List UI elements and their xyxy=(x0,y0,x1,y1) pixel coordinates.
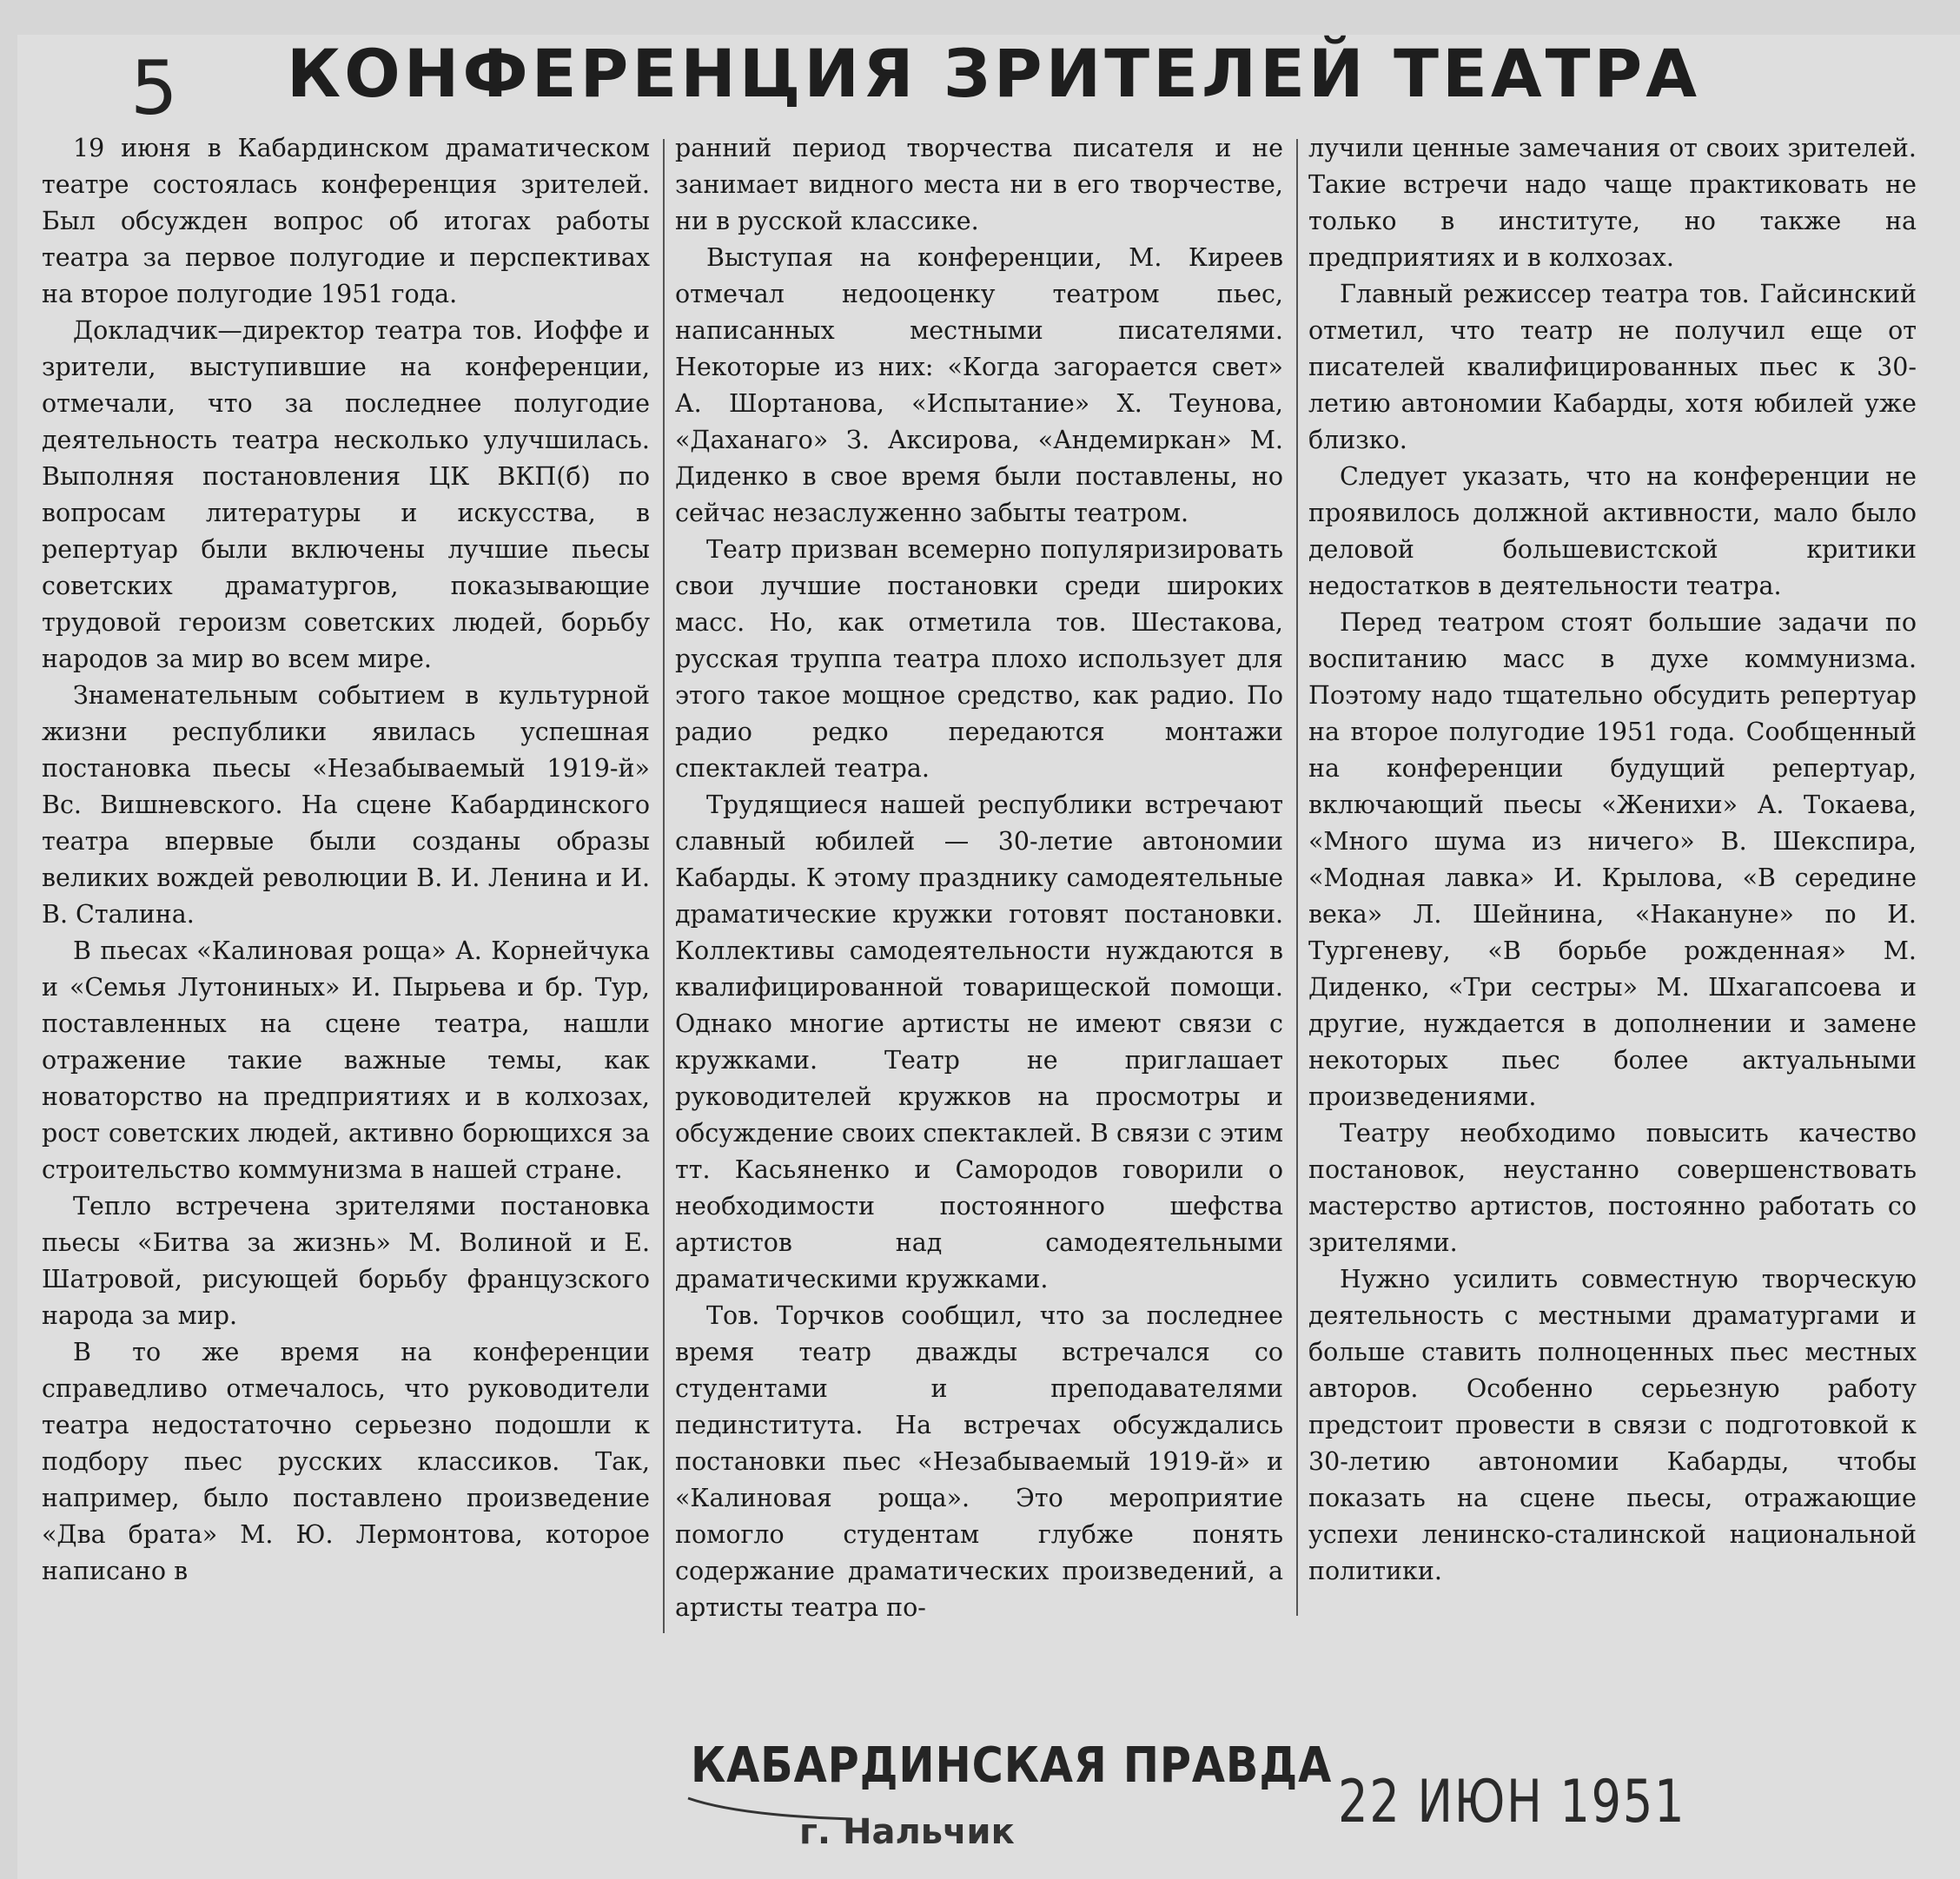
article-paragraph: ранний период творчества писателя и не занимает видного места ни в его творчестве, ни в русской классике. xyxy=(675,134,1283,235)
article-paragraph: Знаменательным событием в культурной жизни республики явилась успешная постановка пьесы «Незабываемый 1919-й» Вс. Вишневского. На сцене Кабардинского театра впервые были созданы образы великих вождей революции В. И. Ленина и И. В. Сталина. xyxy=(42,681,650,929)
newspaper-city: г. Нальчик xyxy=(799,1812,1015,1852)
article-paragraph: В пьесах «Калиновая роща» А. Корнейчука и «Семья Лутониных» И. Пырьева и бр. Тур, поставленных на сцене театра, нашли отражение такие важные темы, как новаторство на предприятиях и в колхозах, рост советских людей, активно борющихся за строительство коммунизма в нашей стране. xyxy=(42,936,650,1184)
article-paragraph: лучили ценные замечания от своих зрителей. Такие встречи надо чаще практиковать не только в институте, но также на предприятиях и в колхозах. xyxy=(1308,134,1917,272)
article-column-1 xyxy=(42,130,650,1590)
column-divider xyxy=(1296,139,1298,1616)
article-paragraph: Главный режиссер театра тов. Гайсинский отметил, что театр не получил еще от писателей квалифицированных пьес к 30-летию автономии Кабарды, хотя юбилей уже близко. xyxy=(1308,280,1917,454)
date-stamp: 22 ИЮН 1951 xyxy=(1338,1768,1686,1836)
article-column-2 xyxy=(675,130,1283,1626)
article-paragraph: Тов. Торчков сообщил, что за последнее время театр дважды встречался со студентами и преподавателями пединститута. На встречах обсуждались постановки пьес «Незабываемый 1919-й» и «Калиновая роща». Это мероприятие помогло студентам глубже понять содержание драматических произведений, а артисты театра по- xyxy=(675,1301,1283,1622)
pencil-mark: 5 xyxy=(130,45,178,132)
article-paragraph: Тепло встречена зрителями постановка пьесы «Битва за жизнь» М. Волиной и Е. Шатровой, рисующей борьбу французского народа за мир. xyxy=(42,1192,650,1330)
article-paragraph: Следует указать, что на конференции не проявилось должной активности, мало было деловой большевистской критики недостатков в деятельности театра. xyxy=(1308,462,1917,600)
article-paragraph: Докладчик—директор театра тов. Иоффе и зрители, выступившие на конференции, отмечали, что за последнее полугодие деятельность театра несколько улучшилась. Выполняя постановления ЦК ВКП(б) по вопросам литературы и искусства, в репертуар были включены лучшие пьесы советских драматургов, показывающие трудовой героизм советских людей, борьбу народов за мир во всем мире. xyxy=(42,316,650,673)
article-headline: КОНФЕРЕНЦИЯ ЗРИТЕЛЕЙ ТЕАТРА xyxy=(287,35,1701,112)
article-paragraph: Театр призван всемерно популяризировать свои лучшие постановки среди широких масс. Но, как отметила тов. Шестакова, русская труппа театра плохо использует для этого такое мощное средство, как радио. По радио редко передаются монтажи спектаклей театра. xyxy=(675,535,1283,783)
article-paragraph: Трудящиеся нашей республики встречают славный юбилей — 30-летие автономии Кабарды. К этому празднику самодеятельные драматические кружки готовят постановки. Коллективы самодеятельности нуждаются в квалифицированной товарищеской помощи. Однако многие артисты не имеют связи с кружками. Театр не приглашает руководителей кружков на просмотры и обсуждение своих спектаклей. В связи с этим тт. Касьяненко и Самородов говорили о необходимости постоянного шефства артистов над самодеятельными драматическими кружками. xyxy=(675,791,1283,1293)
newspaper-masthead: КАБАРДИНСКАЯ ПРАВДА xyxy=(691,1737,1333,1794)
article-paragraph: Выступая на конференции, М. Киреев отмечал недооценку театром пьес, написанных местными писателями. Некоторые из них: «Когда загорается свет» А. Шортанова, «Испытание» Х. Теунова, «Даханаго» З. Аксирова, «Андемиркан» М. Диденко в свое время были поставлены, но сейчас незаслуженно забыты театром. xyxy=(675,243,1283,527)
article-paragraph: В то же время на конференции справедливо отмечалось, что руководители театра недостаточно серьезно подошли к подбору пьес русских классиков. Так, например, было поставлено произведение «Два брата» М. Ю. Лермонтова, которое написано в xyxy=(42,1338,650,1585)
article-paragraph: Нужно усилить совместную творческую деятельность с местными драматургами и больше ставить полноценных пьес местных авторов. Особенно серьезную работу предстоит провести в связи с подготовкой к 30-летию автономии Кабарды, чтобы показать на сцене пьесы, отражающие успехи ленинско-сталинской национальной политики. xyxy=(1308,1265,1917,1585)
column-divider xyxy=(663,139,665,1633)
article-column-3 xyxy=(1308,130,1917,1590)
article-paragraph: 19 июня в Кабардинском драматическом театре состоялась конференция зрителей. Был обсужден вопрос об итогах работы театра за первое полугодие и перспективах на второе полугодие 1951 года. xyxy=(42,134,650,308)
article-paragraph: Театру необходимо повысить качество постановок, неустанно совершенствовать мастерство артистов, постоянно работать со зрителями. xyxy=(1308,1119,1917,1257)
article-paragraph: Перед театром стоят большие задачи по воспитанию масс в духе коммунизма. Поэтому надо тщательно обсудить репертуар на второе полугодие 1951 года. Сообщенный на конференции будущий репертуар, включающий пьесы «Женихи» А. Токаева, «Много шума из ничего» В. Шекспира, «Модная лавка» И. Крылова, «В середине века» Л. Шейнина, «Накануне» по И. Тургеневу, «В борьбе рожденная» М. Диденко, «Три сестры» М. Шхагапсоева и другие, нуждается в дополнении и замене некоторых пьес более актуальными произведениями. xyxy=(1308,608,1917,1111)
